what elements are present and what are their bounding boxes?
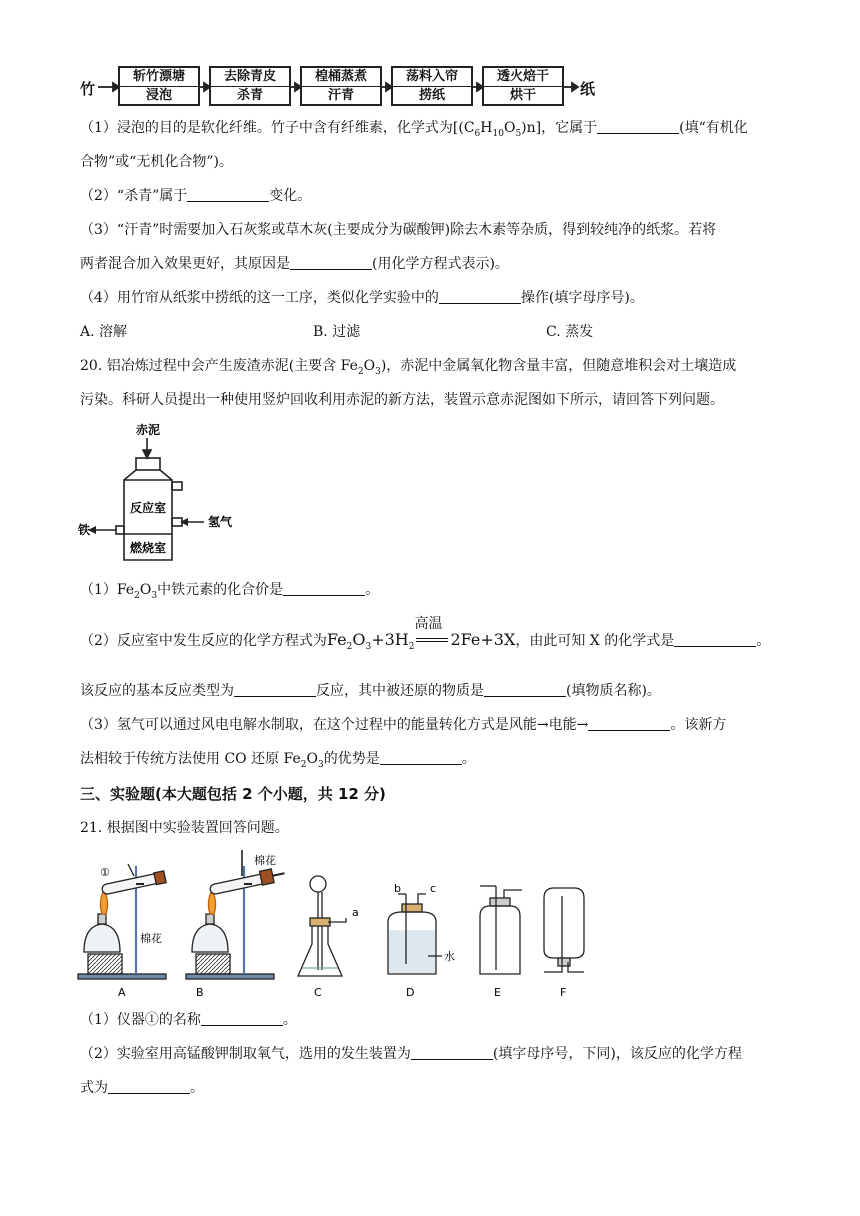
text: (用化学方程式表示)。 <box>372 256 509 272</box>
q19-part1-line2: 合物”或“无机化合物”)。 <box>80 154 233 170</box>
subscript: 3 <box>365 642 372 653</box>
q20-part2-line2 <box>80 681 661 701</box>
answer-blank[interactable] <box>439 289 521 304</box>
label-b: b <box>394 882 401 895</box>
label-cotton-a: 棉花 <box>140 932 162 945</box>
label-water: 水 <box>444 950 455 963</box>
text: 该反应的基本反应类型为 <box>80 683 234 699</box>
answer-blank[interactable] <box>484 682 566 697</box>
q21-part2-line2 <box>80 1078 204 1098</box>
subscript: 2 <box>300 759 307 770</box>
q19-part3-line1: （3）“汗青”时需要加入石灰浆或草木灰(主要成分为碳酸钾)除去木素等杂质，得到较纯净的纸浆。若将 <box>80 222 717 238</box>
q21-part1 <box>80 1010 297 1030</box>
text: +3H <box>371 630 409 649</box>
flow-step-bottom: 杀青 <box>236 88 263 103</box>
q21-part2-line1 <box>80 1044 742 1064</box>
answer-blank[interactable] <box>234 682 316 697</box>
label-F: F <box>560 986 567 999</box>
apparatus-a <box>78 864 166 979</box>
text: 式为 <box>80 1080 108 1096</box>
flow-step-2 <box>209 66 291 106</box>
flow-step-1 <box>118 66 200 106</box>
equals-sign <box>416 638 448 642</box>
label-D: D <box>406 986 415 999</box>
section-heading: 三、实验题(本大题包括 2 个小题，共 12 分) <box>80 785 386 803</box>
q20-stem-line1 <box>80 356 736 382</box>
q20-part3-line1 <box>80 715 726 735</box>
flow-step-3 <box>300 66 382 106</box>
subscript: 2 <box>134 590 140 601</box>
answer-blank[interactable] <box>201 1011 283 1026</box>
answer-blank[interactable] <box>597 119 679 134</box>
label-cotton-b: 棉花 <box>254 854 276 867</box>
q21-title: 21. 根据图中实验装置回答问题。 <box>80 820 289 836</box>
text: （4）用竹帘从纸浆中捞纸的这一工序，类似化学实验中的 <box>80 290 439 306</box>
apparatus-b <box>186 850 286 979</box>
label-c: c <box>430 882 437 895</box>
text: O <box>503 120 516 136</box>
label-combustion-chamber: 燃烧室 <box>130 541 167 555</box>
answer-blank[interactable] <box>588 716 670 731</box>
answer-blank[interactable] <box>411 1045 493 1060</box>
flow-step-4 <box>391 66 473 106</box>
label-C: C <box>314 986 322 999</box>
answer-blank[interactable] <box>380 750 462 765</box>
text: )，赤泥中金属氧化物含量丰富，但随意堆积会对土壤造成 <box>380 358 737 374</box>
text: 中铁元素的化合价是 <box>157 582 284 598</box>
flow-step-top: 楻桶蒸煮 <box>302 68 380 87</box>
q19-part3-line2 <box>80 254 509 274</box>
answer-blank[interactable] <box>283 581 365 596</box>
answer-blank[interactable] <box>187 187 269 202</box>
text: O <box>306 751 318 767</box>
label-iron: 铁 <box>78 523 91 537</box>
text: (填物质名称)。 <box>566 683 661 699</box>
text: 变化。 <box>269 188 312 204</box>
flow-step-bottom: 捞纸 <box>418 88 445 103</box>
text: 。 <box>461 751 476 767</box>
shaft-furnace-diagram <box>78 420 248 568</box>
text: 。 <box>365 582 380 598</box>
flow-step-top: 透火焙干 <box>484 68 562 87</box>
text: 20. 铝冶炼过程中会产生废渣赤泥(主要含 Fe <box>80 358 358 374</box>
option-b[interactable]: B. 过滤 <box>313 324 361 340</box>
text: O <box>352 630 366 649</box>
text: (填“有机化 <box>679 120 748 136</box>
subscript: 5 <box>515 128 522 139</box>
subscript: 2 <box>408 642 415 653</box>
text: O <box>363 358 376 374</box>
text: ，由此可知 X 的化学式是 <box>515 633 675 649</box>
label-circle-1: ① <box>100 866 110 879</box>
text: （3）氢气可以通过风电电解水制取，在这个过程中的能量转化方式是风能→电能→ <box>80 717 589 733</box>
text: 法相较于传统方法使用 CO 还原 Fe <box>80 751 301 767</box>
text: (填字母序号，下同)，该反应的化学方程 <box>492 1046 742 1062</box>
flow-start: 竹 <box>80 80 96 98</box>
text: 的优势是 <box>323 751 380 767</box>
text: )n]，它属于 <box>521 120 598 136</box>
label-hydrogen: 氢气 <box>208 515 233 529</box>
text: 。 <box>190 1080 204 1096</box>
flow-step-5 <box>482 66 564 106</box>
option-c[interactable]: C. 蒸发 <box>546 324 594 340</box>
text: 。 <box>756 633 771 649</box>
text: （1）浸泡的目的是软化纤维。竹子中含有纤维素，化学式为[(C <box>80 120 475 136</box>
label-E: E <box>494 986 501 999</box>
reaction-condition <box>414 616 450 650</box>
text: 两者混合加入效果更好，其原因是 <box>80 256 290 272</box>
subscript: 2 <box>346 642 353 653</box>
q20-part3-line2 <box>80 749 476 775</box>
label-red-mud: 赤泥 <box>136 423 161 437</box>
text: H <box>480 120 493 136</box>
subscript: 6 <box>474 128 481 139</box>
flow-step-top: 斩竹漂塘 <box>120 68 198 87</box>
text: 。 <box>282 1012 297 1028</box>
option-a[interactable]: A. 溶解 <box>80 324 128 340</box>
label-a: a <box>352 906 359 919</box>
q19-part2 <box>80 186 311 206</box>
text: （2）“杀青”属于 <box>80 188 188 204</box>
text: 。该新方 <box>670 717 727 733</box>
label-B: B <box>196 986 204 999</box>
answer-blank[interactable] <box>290 255 372 270</box>
flow-step-top: 去除青皮 <box>211 68 289 87</box>
equation-right: 2Fe+3X <box>450 630 516 649</box>
flow-end: 纸 <box>580 80 596 98</box>
text: O <box>139 582 152 598</box>
text: （1）仪器①的名称 <box>80 1012 201 1028</box>
apparatus-d <box>388 894 442 974</box>
answer-blank[interactable] <box>108 1079 190 1094</box>
q20-part2-line1 <box>80 616 771 657</box>
subscript: 3 <box>375 366 381 377</box>
text: （2）反应室中发生反应的化学方程式为 <box>80 633 327 649</box>
answer-blank[interactable] <box>674 632 756 647</box>
subscript: 3 <box>318 759 324 770</box>
flow-step-bottom: 烘干 <box>509 88 536 103</box>
subscript: 3 <box>151 590 158 601</box>
q20-part1 <box>80 580 379 606</box>
apparatus-figure <box>76 846 596 1000</box>
subscript: 10 <box>492 128 504 139</box>
text: 操作(填字母序号)。 <box>520 290 644 306</box>
text: （2）实验室用高锰酸钾制取氧气，选用的发生装置为 <box>80 1046 411 1062</box>
flow-step-top: 荡料入帘 <box>393 68 471 87</box>
label-A: A <box>118 986 126 999</box>
equation-left <box>326 630 415 653</box>
condition-text: 高温 <box>414 616 443 632</box>
apparatus-e <box>480 886 522 974</box>
q20-stem-line2: 污染。科研人员提出一种使用竖炉回收利用赤泥的新方法，装置示意赤泥图如下所示，请回答下列问题。 <box>80 392 724 408</box>
text: Fe <box>326 630 347 649</box>
subscript: 2 <box>357 366 364 377</box>
apparatus-c <box>298 876 346 976</box>
text: （1）Fe <box>80 582 135 598</box>
flow-step-bottom: 汗青 <box>327 88 354 103</box>
label-reaction-chamber: 反应室 <box>130 501 167 515</box>
q19-part1-line1 <box>80 118 748 144</box>
text: 反应，其中被还原的物质是 <box>316 683 484 699</box>
flow-step-bottom: 浸泡 <box>145 88 172 103</box>
apparatus-f <box>544 888 584 972</box>
q19-part4 <box>80 288 644 308</box>
